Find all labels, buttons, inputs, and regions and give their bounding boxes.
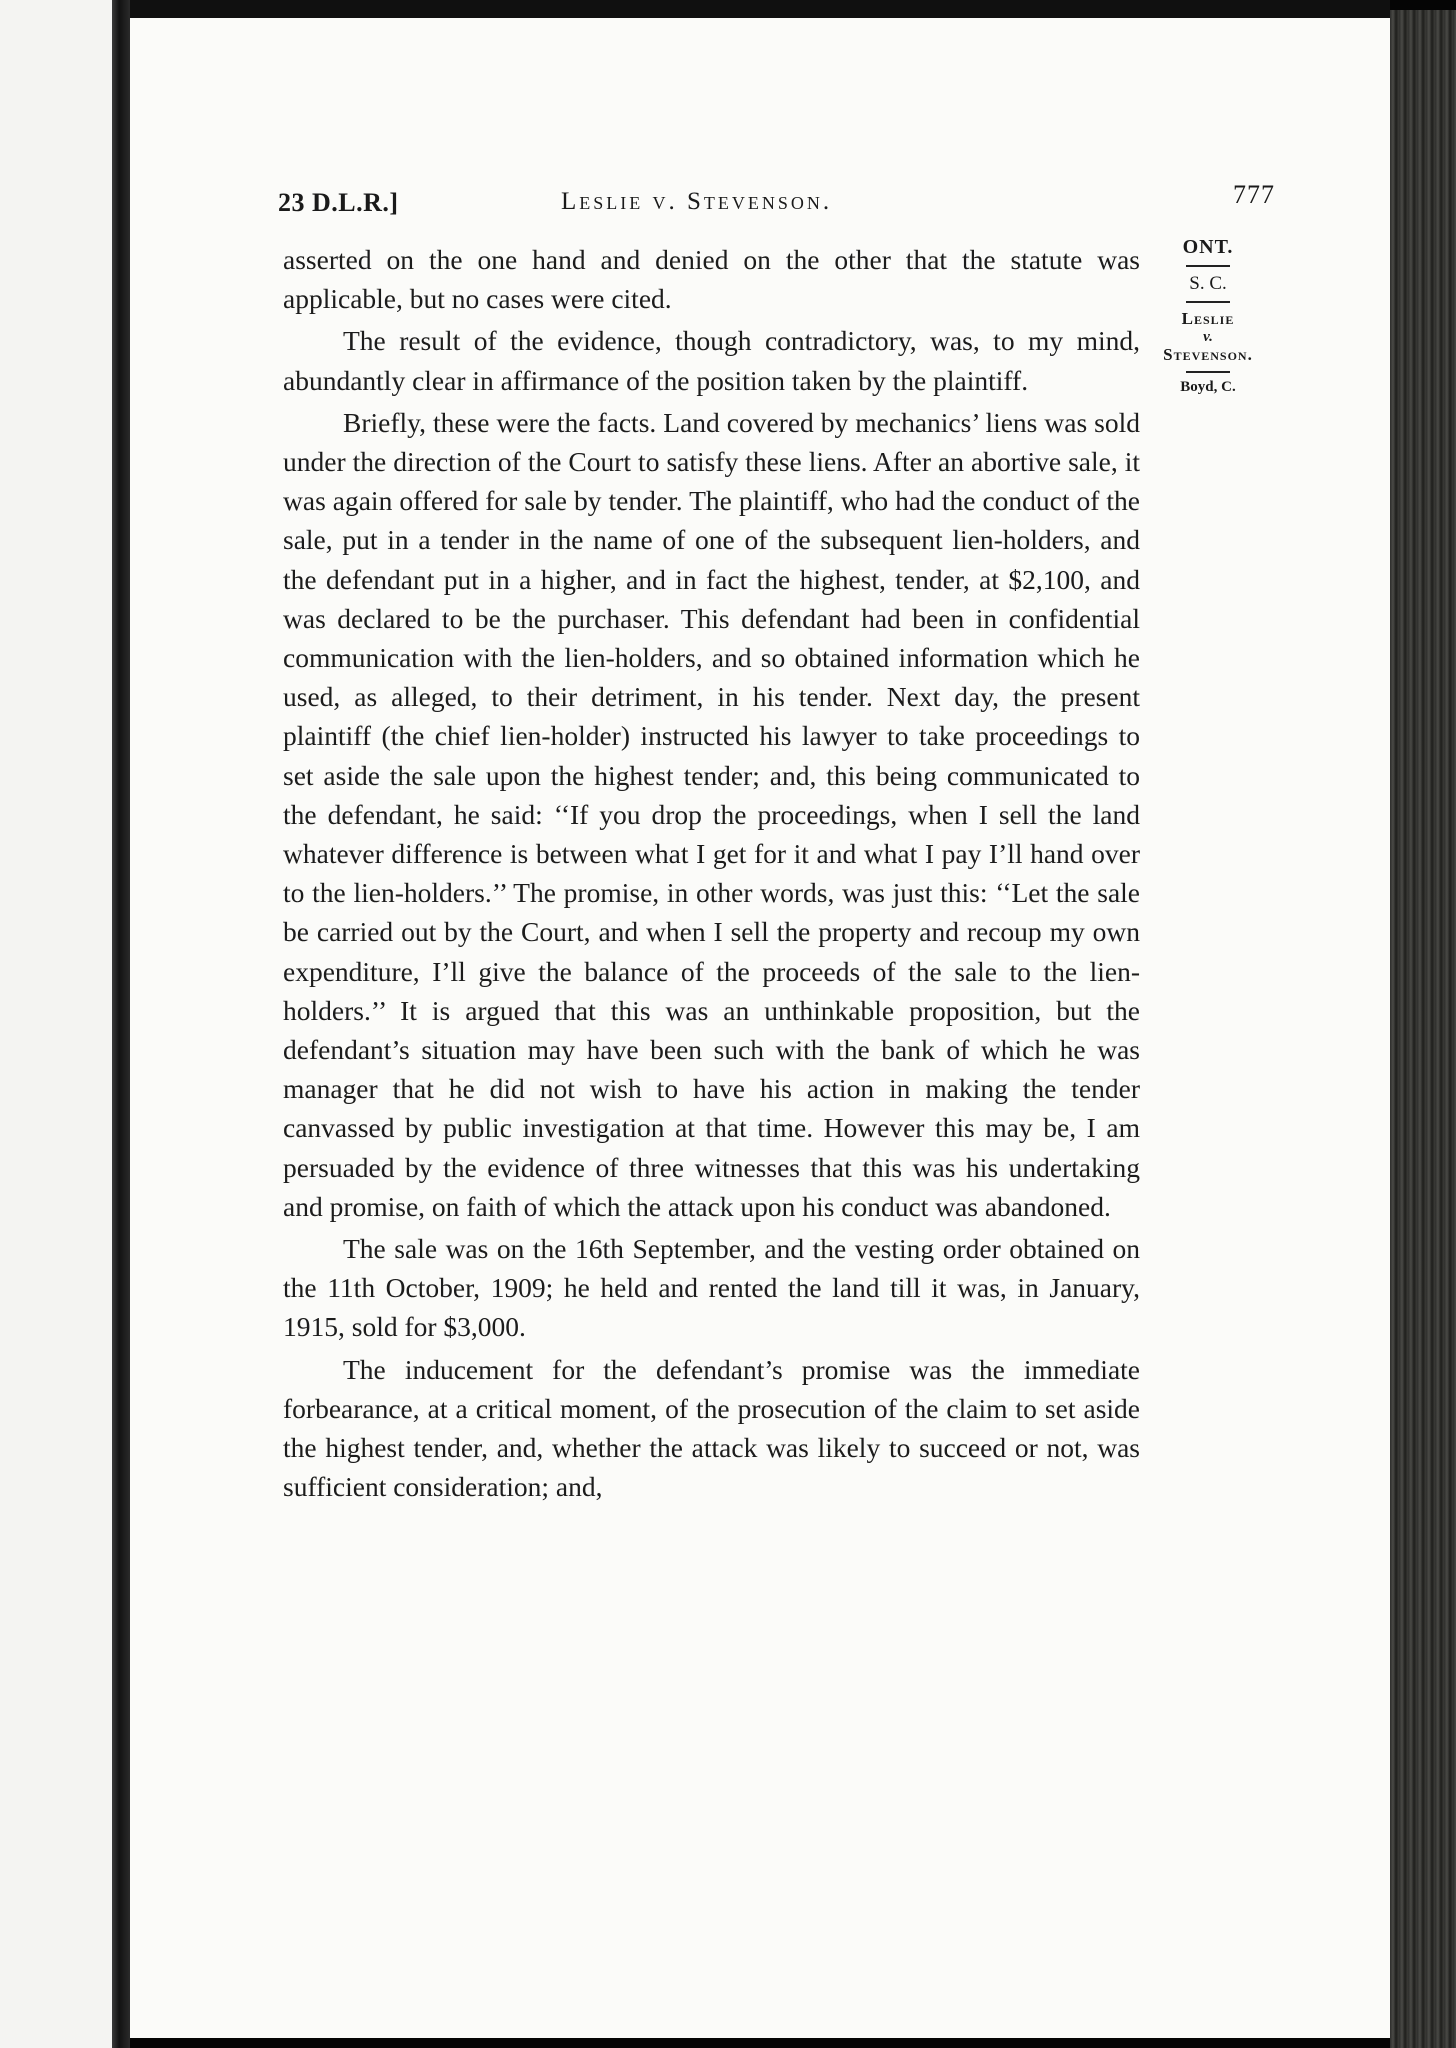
defendant-name: Stevenson. <box>1163 345 1253 364</box>
paragraph-2: The result of the evidence, though contradictory, was, to my mind, abundantly clear in affirmance of the position taken by the plaintiff. <box>283 325 1140 396</box>
book-gutter <box>112 0 130 2048</box>
case-title: Leslie v. Stevenson. <box>561 188 833 215</box>
divider <box>1186 301 1230 303</box>
court-abbreviation: ONT. <box>1182 236 1234 258</box>
page-edges <box>1390 10 1456 2048</box>
court-division: S. C. <box>1189 273 1227 294</box>
body-text <box>283 240 1140 1510</box>
judge-name: Boyd, C. <box>1180 379 1236 395</box>
volume-reference: 23 D.L.R.] <box>278 188 399 217</box>
paragraph-1: asserted on the one hand and denied on the other that the statute was applicable, but no cases were cited. <box>283 244 1140 315</box>
paragraph-5: The inducement for the defendant’s promise was the immediate forbearance, at a critical moment, of the prosecution of the claim to set aside the highest tender, and, whether the attack was likely to succeed or not, was sufficient consideration; and, <box>283 1353 1140 1503</box>
left-scan-margin <box>0 0 112 2048</box>
running-head <box>278 180 1275 230</box>
paragraph-3: Briefly, these were the facts. Land covered by mechanics’ liens was sold under the direction of the Court to satisfy these liens. After an abortive sale, it was again offered for sale by tender. The plaintiff, who had the conduct of the sale, put in a tender in the name of one of the subsequent lien-holders, and the defendant put in a higher, and in fact the highest, tender, at $2,100, and was declared to be the purchaser. This defendant had been in confidential communication with the lien-holders, and so obtained information which he used, as alleged, to their detriment, in his tender. Next day, the present plaintiff (the chief lien-holder) instructed his lawyer to take proceedings to set aside the sale upon the highest tender; and, this being communicated to the defendant, he said: ‘‘If you drop the proceedings, when I sell the land whatever difference is between what I get for it and what I pay I’ll hand over to the lien-holders.’’ The promise, in other words, was just this: ‘‘Let the sale be carried out by the Court, and when I sell the property and recoup my own expenditure, I’ll give the balance of the proceeds of the sale to the lien-holders.’’ It is argued that this was an unthinkable proposition, but the defendant’s situation may have been such with the bank of which he was manager that he did not wish to have his action in making the tender canvassed by public investigation at that time. However this may be, I am persuaded by the evidence of three witnesses that this was his undertaking and promise, on faith of which the attack upon his conduct was abandoned. <box>283 406 1140 1222</box>
divider <box>1186 371 1230 373</box>
top-scan-edge <box>130 0 1390 18</box>
divider <box>1186 265 1230 267</box>
versus-label: v. <box>1203 329 1213 345</box>
page-number: 777 <box>1233 180 1275 209</box>
paragraph-4: The sale was on the 16th September, and the vesting order obtained on the 11th October, 1909; he held and rented the land till it was, in January, 1915, sold for $3,000. <box>283 1233 1140 1343</box>
marginal-note <box>1138 236 1278 396</box>
plaintiff-name: Leslie <box>1181 309 1235 328</box>
